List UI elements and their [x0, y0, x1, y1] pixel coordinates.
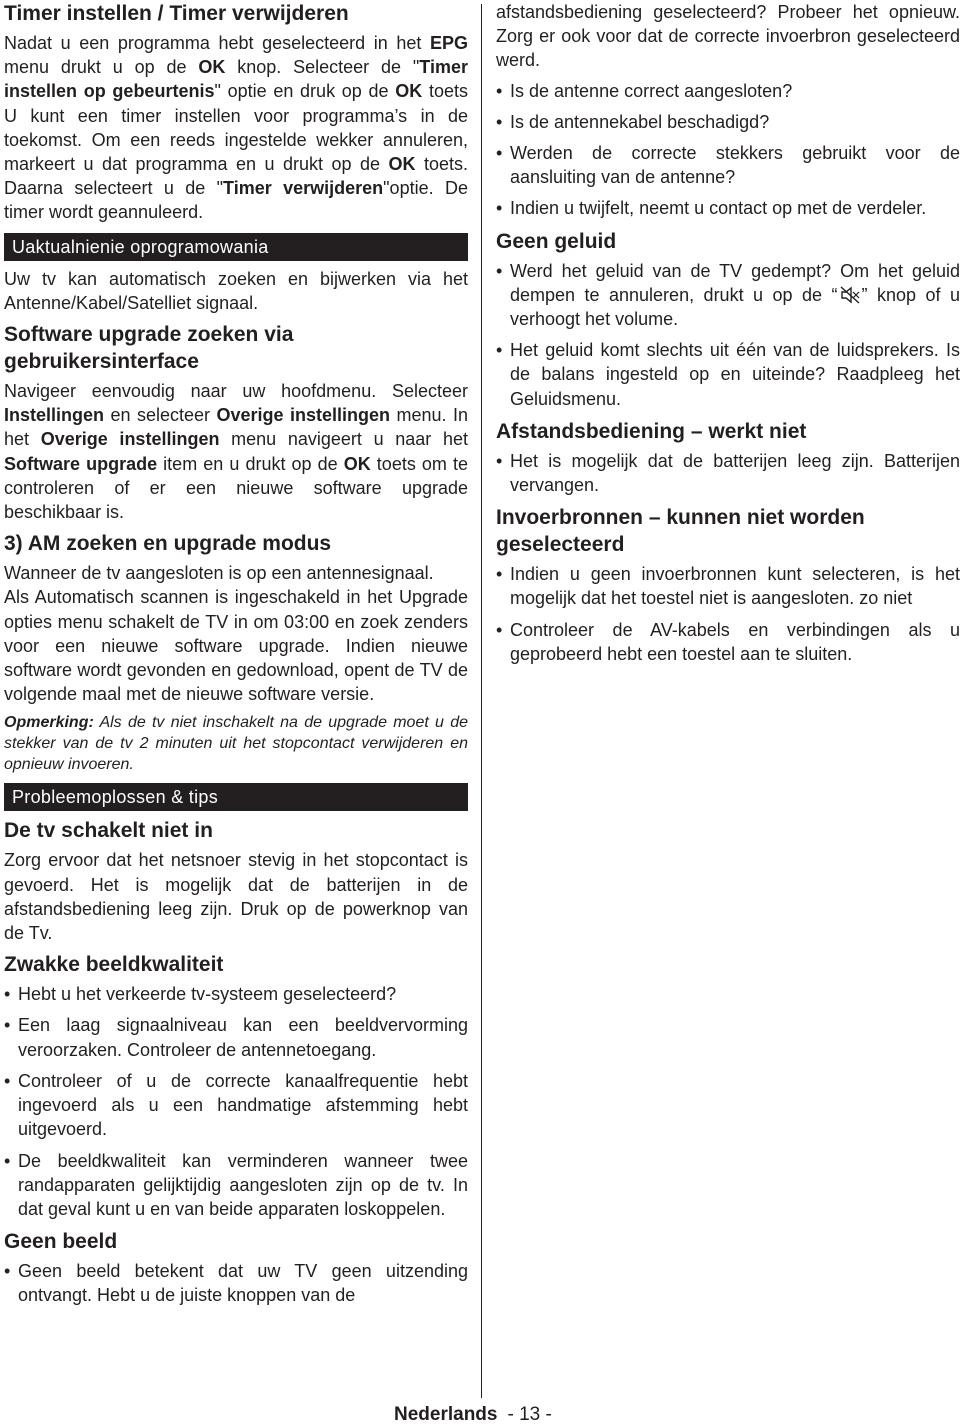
note-paragraph: Opmerking: Als de tv niet inschakelt na de upgrade moet u de stekker van de tv 2 minuten uit het stopcontact verwijderen en opnieuw invoeren.: [4, 714, 468, 774]
weak-picture-list: [4, 982, 468, 1221]
remote-list: [496, 449, 960, 497]
left-column: [4, 0, 468, 1315]
software-upgrade-paragraph: Navigeer eenvoudig naar uw hoofdmenu. Selecteer Instellingen en selecteer Overige instellingen menu. In het Overige instellingen menu navigeert u naar het Software upgrade item en u drukt op de OK toets om te controleren of er een nieuwe software upgrade beschikbaar is.: [4, 381, 469, 523]
section-bar-troubleshooting: Probleemoplossen & tips: [4, 783, 468, 811]
input-sources-list: [496, 562, 960, 666]
mute-icon: [840, 286, 860, 304]
input-sources-heading: Invoerbronnen – kunnen niet worden geselecteerd: [496, 506, 865, 557]
update-paragraph: Uw tv kan automatisch zoeken en bijwerken via het Antenne/Kabel/Satelliet signaal.: [4, 268, 468, 313]
list-item: • Indien u twijfelt, neemt u contact op met de verdeler.: [496, 196, 960, 220]
am-search-heading: 3) AM zoeken en upgrade modus: [4, 532, 332, 556]
list-item: • Een laag signaalniveau kan een beeldvervorming veroorzaken. Controleer de antennetoegang.: [4, 1013, 468, 1061]
timer-paragraph: Nadat u een programma hebt geselecteerd in het EPG menu drukt u op de OK knop. Selecteer de "Timer instellen op gebeurtenis" optie en druk op de OK toets U kunt een timer instellen voor programma’s in de toekomst. Om een reeds ingestelde wekker annuleren, markeert u dat programma en u drukt op de OK toets. Daarna selecteert u de "Timer verwijderen"optie. De timer wordt geannuleerd.: [4, 33, 468, 223]
list-item: • Werd het geluid van de TV gedempt? Om het geluid dempen te annuleren, drukt u op de “ ” knop of u verhoogt het volume.: [496, 259, 960, 332]
list-item: • Hebt u het verkeerde tv-systeem geselecteerd?: [4, 982, 468, 1006]
no-picture-list: [4, 1259, 468, 1307]
weak-picture-heading: Zwakke beeldkwaliteit: [4, 953, 224, 977]
list-item: • Het is mogelijk dat de batterijen leeg zijn. Batterijen vervangen.: [496, 449, 960, 497]
am-paragraph-1: Wanneer de tv aangesloten is op een antennesignaal.: [4, 563, 434, 584]
list-item: • Controleer de AV-kabels en verbindingen als u geprobeerd hebt een toestel aan te sluiten.: [496, 618, 960, 666]
right-column: [496, 0, 960, 673]
page-number: - 13 -: [507, 1404, 552, 1425]
list-item: • Indien u geen invoerbronnen kunt selecteren, is het mogelijk dat het toestel niet is aangesloten. zo niet: [496, 562, 960, 610]
footer-language: Nederlands: [394, 1404, 498, 1425]
antenna-list: [496, 79, 960, 221]
tv-not-on-heading: De tv schakelt niet in: [4, 819, 213, 843]
page-footer: [394, 1404, 552, 1426]
list-item: • Het geluid komt slechts uit één van de luidsprekers. Is de balans ingesteld op en uiteinde? Raadpleeg het Geluidsmenu.: [496, 338, 960, 411]
no-sound-list: [496, 259, 960, 411]
list-item: • Is de antennekabel beschadigd?: [496, 110, 960, 134]
remote-heading: Afstandsbediening – werkt niet: [496, 419, 807, 443]
timer-heading: Timer instellen / Timer verwijderen: [4, 2, 349, 25]
list-item: • Geen beeld betekent dat uw TV geen uitzending ontvangt. Hebt u de juiste knoppen van de: [4, 1259, 468, 1307]
section-bar-software-update: Uaktualnienie oprogramowania: [4, 233, 468, 261]
software-upgrade-heading: Software upgrade zoeken via gebruikersinterface: [4, 323, 294, 374]
no-sound-heading: Geen geluid: [496, 229, 617, 253]
am-paragraph-2: Als Automatisch scannen is ingeschakeld in het Upgrade opties menu schakelt de TV in om 03:00 en zoek zenders voor een nieuwe software upgrade. Indien nieuwe software wordt gevonden en gedownload, opent de TV de volgende maal met de nieuwe software versie.: [4, 587, 468, 705]
tv-not-on-paragraph: Zorg ervoor dat het netsnoer stevig in het stopcontact is gevoerd. Het is mogelijk dat de batterijen in de afstandsbediening leeg zijn. Druk op de powerknop van de Tv.: [4, 850, 468, 944]
list-item: • Werden de correcte stekkers gebruikt voor de aansluiting van de antenne?: [496, 141, 960, 189]
column-divider: [481, 4, 482, 1398]
list-item: • Controleer of u de correcte kanaalfrequentie hebt ingevoerd als u een handmatige afstemming hebt uitgevoerd.: [4, 1069, 468, 1142]
continued-paragraph: afstandsbediening geselecteerd? Probeer het opnieuw. Zorg er ook voor dat de correcte invoerbron geselecteerd werd.: [496, 2, 960, 71]
list-item: • Is de antenne correct aangesloten?: [496, 79, 960, 103]
list-item: • De beeldkwaliteit kan verminderen wanneer twee randapparaten gelijktijdig aangesloten zijn op de tv. In dat geval kunt u en van beide apparaten loskoppelen.: [4, 1149, 468, 1222]
no-picture-heading: Geen beeld: [4, 1230, 118, 1254]
